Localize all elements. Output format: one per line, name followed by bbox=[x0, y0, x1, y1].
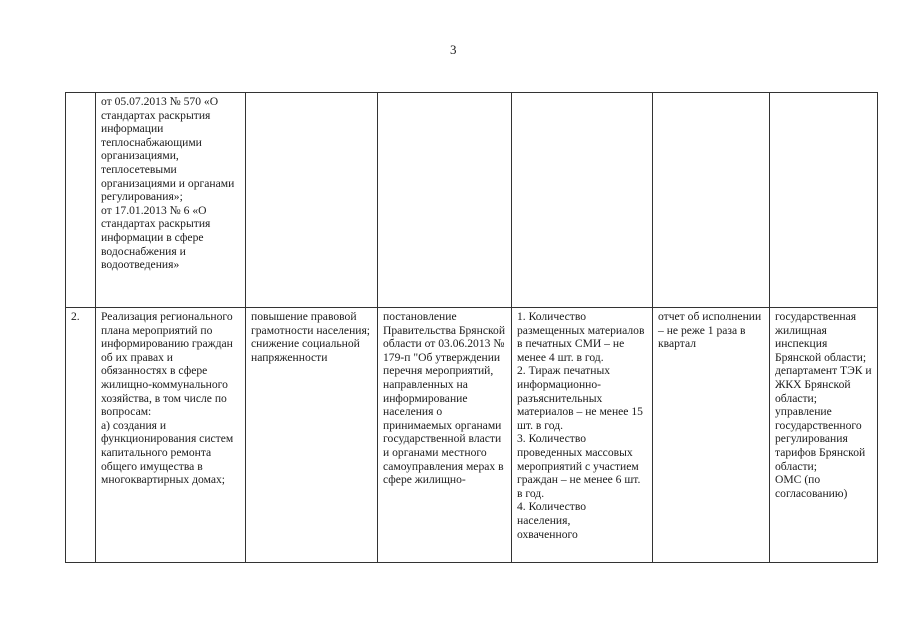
goal-cell bbox=[246, 93, 378, 308]
page-number: 3 bbox=[450, 42, 457, 57]
indicators-cell bbox=[512, 93, 653, 308]
indicators-cell: 1. Количество размещенных материалов в печатных СМИ – не менее 4 шт. в год. 2. Тираж печатных информационно-разъяснительных материалов – не менее 15 шт. в год. 3. Количество проведенных массовых мероприятий с участием граждан – не менее 6 шт. в год. 4. Количество населения, охваченного bbox=[512, 308, 653, 563]
table-row bbox=[66, 308, 878, 563]
row-number-cell bbox=[66, 93, 96, 308]
activity-name-cell: от 05.07.2013 № 570 «О стандартах раскрытия информации теплоснабжающими организациями, теплосетевыми организациями и органами регулирования»; от 17.01.2013 № 6 «О стандартах раскрытия информации в сфере водоснабжения и водоотведения» bbox=[96, 93, 246, 308]
row-number-cell: 2. bbox=[66, 308, 96, 563]
responsible-cell: государственная жилищная инспекция Брянской области; департамент ТЭК и ЖКХ Брянской области; управление государственного регулирования тарифов Брянской области; ОМС (по согласованию) bbox=[770, 308, 878, 563]
plan-table bbox=[65, 92, 878, 563]
activity-name-cell: Реализация регионального плана мероприятий по информированию граждан об их правах и обязанностях в сфере жилищно-коммунального хозяйства, в том числе по вопросам: а) создания и функционирования систем капитального ремонта общего имущества в многоквартирных домах; bbox=[96, 308, 246, 563]
goal-cell: повышение правовой грамотности населения; снижение социальной напряженности bbox=[246, 308, 378, 563]
basis-cell bbox=[378, 93, 512, 308]
table-row bbox=[66, 93, 878, 308]
responsible-cell bbox=[770, 93, 878, 308]
basis-cell: постановление Правительства Брянской области от 03.06.2013 № 179-п "Об утверждении перечня мероприятий, направленных на информирование населения о принимаемых органами государственной власти и органами местного самоуправления мерах в сфере жилищно- bbox=[378, 308, 512, 563]
deadline-cell bbox=[653, 93, 770, 308]
deadline-cell: отчет об исполнении – не реже 1 раза в квартал bbox=[653, 308, 770, 563]
